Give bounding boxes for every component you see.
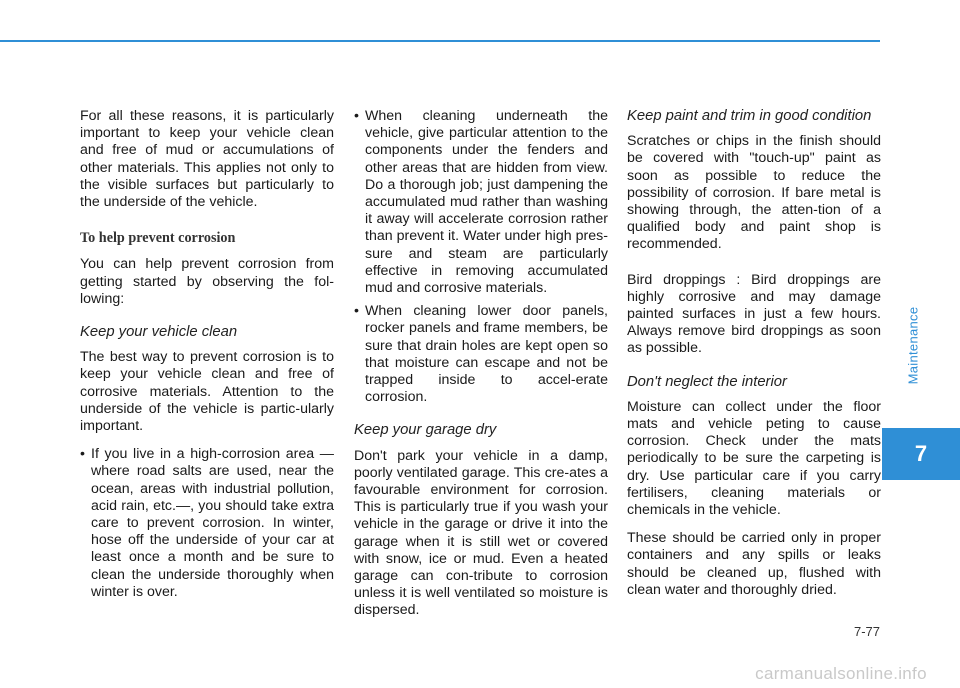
column-1 <box>80 108 334 612</box>
page-number: 7-77 <box>853 624 880 639</box>
body-paragraph: Scratches or chips in the finish should be covered with "touch-up" paint as soon as possible to reduce the possibility of corrosion. If bare metal is showing through, the atten-tion of a qualified body and paint shop is recommended. <box>627 133 881 253</box>
body-paragraph: The best way to prevent corrosion is to keep your vehicle clean and free of corrosive materials. Attention to the underside of the vehicle is partic-ularly important. <box>80 349 334 435</box>
lead-paragraph: You can help prevent corrosion from getting started by observing the fol-lowing: <box>80 256 334 307</box>
intro-paragraph: For all these reasons, it is particularly important to keep your vehicle clean and free of mud or accumulations of other materials. This applies not only to the visible surfaces but particularly to the underside of the vehicle. <box>80 108 334 211</box>
chapter-number: 7 <box>914 441 928 466</box>
column-3 <box>627 108 881 610</box>
subheading-keep-clean: Keep your vehicle clean <box>80 324 238 341</box>
section-heading: To help prevent corrosion <box>80 230 236 247</box>
body-paragraph: Don't park your vehicle in a damp, poorly ventilated garage. This cre-ates a favourable environment for corrosion. This is particularly true if you wash your vehicle in the garage or drive it into the garage when it is still wet or covered with snow, ice or mud. Even a heated garage can con-tribute to corrosion unless it is well ventilated so moisture is dispersed. <box>354 447 608 619</box>
list-item: • When cleaning lower door panels, rocker panels and frame members, be sure that drain holes are kept open so that moisture can escape and not be trapped inside to accel-erate corrosion. <box>354 303 608 406</box>
bullet-list <box>354 108 608 406</box>
chapter-side-label <box>904 290 922 400</box>
bullet-list <box>80 446 334 601</box>
subheading-paint-trim: Keep paint and trim in good condition <box>627 108 872 124</box>
list-item: • If you live in a high-corrosion area — where road salts are used, near the ocean, areas with industrial pollution, acid rain, etc.—, you should take extra care to prevent corrosion. In winter, hose off the underside of your car at least once a month and be sure to clean the underside thoroughly when winter is over. <box>80 446 334 601</box>
chapter-tab <box>882 428 960 480</box>
chapter-label-text: Maintenance <box>905 306 921 384</box>
subheading-garage-dry: Keep your garage dry <box>354 422 497 439</box>
list-item: • When cleaning underneath the vehicle, give particular attention to the components under the fenders and other areas that are hidden from view. Do a thorough job; just dampening the accumulated mud rather than washing it away will accelerate corrosion rather than prevent it. Water under high pres-sure and steam are particularly effective in removing accumulated mud and corrosive materials. <box>354 108 608 297</box>
watermark: carmanualsonline.info <box>755 664 927 683</box>
header-rule <box>0 40 880 42</box>
subheading-interior: Don't neglect the interior <box>627 373 787 390</box>
body-paragraph: These should be carried only in proper containers and any spills or leaks should be cleaned up, flushed with clean water and thoroughly dried. <box>627 530 881 598</box>
bird-droppings-paragraph: Bird droppings : Bird droppings are highly corrosive and may damage painted surfaces in just a few hours. Always remove bird droppings as soon as possible. <box>627 271 881 357</box>
column-2 <box>354 108 608 631</box>
body-paragraph: Moisture can collect under the floor mats and vehicle peting to cause corrosion. Check under the mats periodically to be sure the carpeting is dry. Use particular care if you carry fertilisers, cleaning materials or chemicals in the vehicle. <box>627 398 881 519</box>
